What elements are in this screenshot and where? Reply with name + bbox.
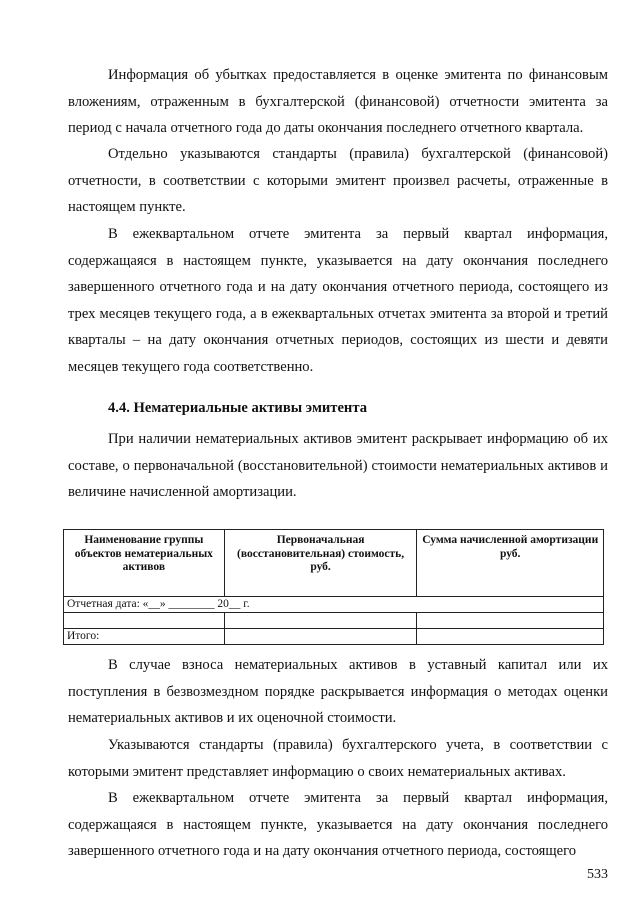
paragraph-losses-info: Информация об убытках предоставляется в оценке эмитента по финансовым вложениям, отраженным в бухгалтерской (финансовой) отчетности эмитента за период с начала отчетного года до даты окончания последнего отчетного квартала. [68,67,608,136]
table-row-total [64,629,604,645]
table-cell [224,629,417,645]
page-number: 533 [587,867,608,882]
header-initial-cost: Первоначальная (восстановительная) стоимость, руб. [224,530,417,597]
header-asset-group: Наименование группы объектов нематериальных активов [64,530,225,597]
paragraph-contribution: В случае взноса нематериальных активов в уставный капитал или их поступления в безвозмездном порядке раскрывается информация о методах оценки нематериальных активов и их оценочной стоимости. [68,657,608,726]
section-heading: 4.4. Нематериальные активы эмитента [108,400,367,416]
table-cell [64,613,225,629]
table-row-date [64,597,604,613]
paragraph-section-intro: При наличии нематериальных активов эмитент раскрывает информацию об их составе, о первоначальной (восстановительной) стоимости нематериальных активов и величине начисленной амортизации. [68,431,608,500]
paragraph-standards: Отдельно указываются стандарты (правила) бухгалтерской (финансовой) отчетности, в соответствии с которыми эмитент произвел расчеты, отраженные в настоящем пункте. [68,146,608,215]
reporting-date-cell: Отчетная дата: «__» ________ 20__ г. [64,597,604,613]
table-row-empty [64,613,604,629]
table-cell [417,629,604,645]
paragraph-accounting-standards: Указываются стандарты (правила) бухгалтерского учета, в соответствии с которыми эмитент представляет информацию о своих нематериальных активах. [68,737,608,780]
header-amortization: Сумма начисленной амортизации руб. [417,530,604,597]
table-cell [224,613,417,629]
table-header-row [64,530,604,597]
paragraph-quarterly-report: В ежеквартальном отчете эмитента за первый квартал информация, содержащаяся в настоящем пункте, указывается на дату окончания последнего завершенного отчетного года и на дату окончания отчетного периода, состоящего из трех месяцев текущего года, а в ежеквартальных отчетах эмитента за второй и третий кварталы – на дату окончания отчетных периодов, состоящих из шести и девяти месяцев текущего года соответственно. [68,226,608,375]
table-cell [417,613,604,629]
intangible-assets-table [63,529,604,645]
paragraph-quarterly-report-2: В ежеквартальном отчете эмитента за первый квартал информация, содержащаяся в настоящем пункте, указывается на дату окончания последнего завершенного отчетного года и на дату окончания отчетного периода, состоящего [68,790,608,859]
total-label-cell: Итого: [64,629,225,645]
